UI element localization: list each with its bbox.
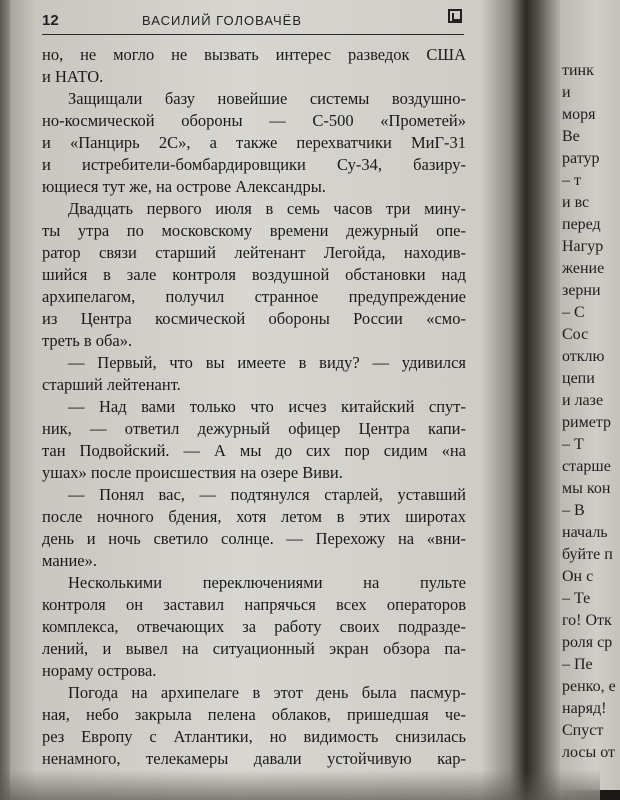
book-gutter: [482, 0, 562, 800]
text-fragment: Сос: [562, 326, 589, 343]
text-line: и НАТО.: [42, 67, 104, 86]
text-line: — Понял вас, — подтянулся старлей, уставший: [68, 485, 466, 504]
text-fragment: – Т: [562, 436, 584, 453]
text-line: — Над вами только что исчез китайский спут-: [68, 397, 466, 416]
text-line: ратор связи старший лейтенант Легойда, находив-: [42, 243, 466, 262]
text-line: ты утра по московскому времени дежурный опе-: [42, 221, 466, 240]
text-fragment: ратур: [562, 150, 600, 167]
text-line: комплекса, отвечающих за работу своих подразде-: [42, 617, 466, 636]
text-line: шийся в зале контроля воздушной обстановки над: [42, 265, 466, 284]
text-fragment: роля ср: [562, 634, 613, 651]
text-fragment: Он с: [562, 568, 594, 585]
text-line: но, не могло не вызвать интерес разведок США: [42, 45, 466, 64]
text-line: и «Панцирь 2С», а также перехватчики МиГ-31: [42, 133, 466, 152]
text-fragment: зерни: [562, 282, 601, 299]
text-line: после ночного бдения, хотя летом в этих широтах: [42, 507, 466, 526]
page-edge: [0, 0, 10, 800]
text-fragment: – В: [562, 502, 585, 519]
text-fragment: тинк: [562, 62, 594, 79]
text-fragment: и вс: [562, 194, 590, 211]
text-line: ненамного, телекамеры давали устойчивую кар-: [42, 749, 466, 768]
running-header: [42, 6, 464, 35]
left-page: [12, 0, 482, 790]
text-line: нораму острова.: [42, 661, 157, 680]
text-fragment: риметр: [562, 414, 611, 431]
text-fragment: Спуст: [562, 722, 604, 739]
bottom-shadow: [0, 770, 600, 800]
text-fragment: лосы от: [562, 744, 616, 761]
page-number: 12: [42, 12, 59, 29]
text-fragment: – С: [562, 304, 585, 321]
text-line: но-космической обороны — С-500 «Прометей»: [42, 111, 466, 130]
text-line: день и ночь светило солнце. — Перехожу на «вни-: [42, 529, 466, 548]
text-fragment: Ве: [562, 128, 580, 145]
text-line: мание».: [42, 551, 98, 570]
right-page: [560, 0, 620, 790]
text-fragment: – т: [562, 172, 581, 189]
text-fragment: и: [562, 84, 571, 101]
text-line: ник, — ответил дежурный офицер Центра капи-: [42, 419, 466, 438]
text-fragment: буйте п: [562, 546, 613, 563]
text-line: рез Европу с Атлантики, но видимость снизилась: [42, 727, 466, 746]
text-line: ющиеся тут же, на острове Александры.: [42, 177, 326, 196]
text-line: из Центра космической обороны России «смо-: [42, 309, 466, 328]
text-line: и истребители-бомбардировщики Су-34, базиру-: [42, 155, 466, 174]
text-fragment: наряд!: [562, 700, 607, 717]
text-line: контроля он заставил напрячься всех операторов: [42, 595, 466, 614]
text-line: Защищали базу новейшие системы воздушно-: [68, 89, 466, 108]
text-fragment: началь: [562, 524, 608, 541]
text-line: ная, небо закрыла пелена облаков, пришедшая че-: [42, 705, 466, 724]
text-fragment: перед: [562, 216, 601, 233]
text-fragment: моря: [562, 106, 596, 123]
text-fragment: и лазе: [562, 392, 604, 409]
text-fragment: го! Отк: [562, 612, 612, 629]
text-line: ушах» после происшествия на озере Виви.: [42, 463, 343, 482]
text-line: архипелагом, получил странное предупреждение: [42, 287, 466, 306]
text-fragment: старше: [562, 458, 611, 475]
text-fragment: Нагур: [562, 238, 604, 255]
text-line: старший лейтенант.: [42, 375, 181, 394]
text-line: тан Подвойский. — А мы до сих пор сидим «на: [42, 441, 466, 460]
text-line: Погода на архипелаге в этот день была пасмур-: [68, 683, 466, 702]
text-line: треть в оба».: [42, 331, 133, 350]
series-logo-icon: [448, 9, 462, 23]
text-fragment: – Пе: [562, 656, 593, 673]
text-line: Двадцать первого июля в семь часов три мину-: [68, 199, 466, 218]
text-fragment: ренко, е: [562, 678, 616, 695]
text-line: лений, и вывел на ситуационный экран обзора па-: [42, 639, 466, 658]
text-line: — Первый, что вы имеете в виду? — удивился: [68, 353, 466, 372]
author-name: ВАСИЛИЙ ГОЛОВАЧЁВ: [142, 13, 303, 28]
text-fragment: мы кон: [562, 480, 611, 497]
text-fragment: – Те: [562, 590, 591, 607]
text-fragment: жение: [562, 260, 605, 277]
text-line: Несколькими переключениями на пульте: [68, 573, 466, 592]
body-text: [42, 44, 466, 770]
text-fragment: отклю: [562, 348, 605, 365]
text-fragment: цепи: [562, 370, 595, 387]
